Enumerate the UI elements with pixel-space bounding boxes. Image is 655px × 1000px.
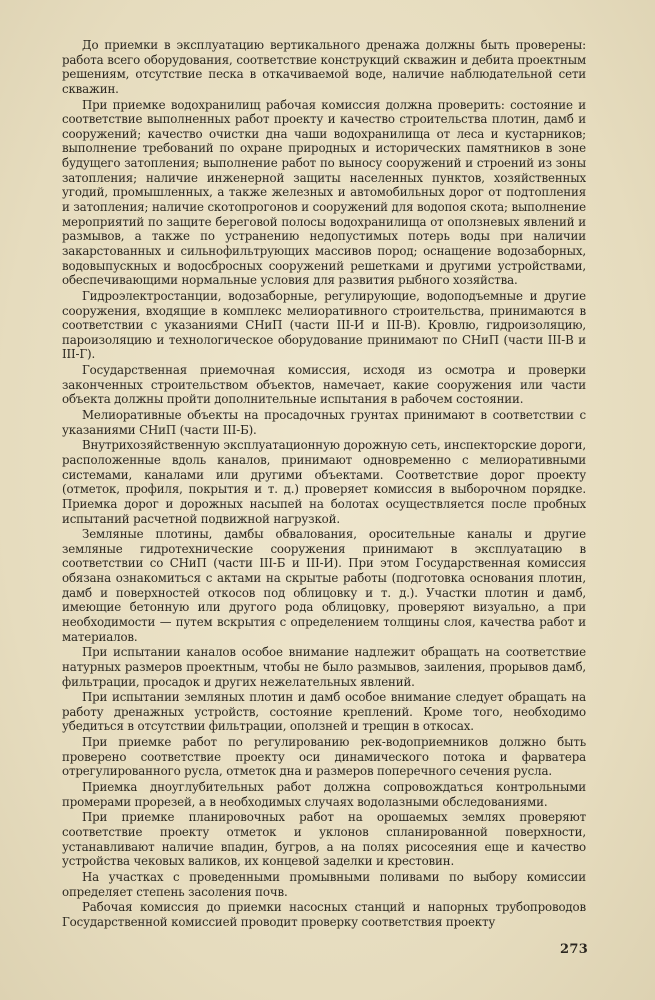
paragraph-3: Гидроэлектростанции, водозаборные, регулирующие, водоподъемные и другие сооружения, входящие в комплекс мелиоративного строительства, принимаются в соответствии с указаниями СНиП (части III-И и III-В). Кровлю, гидроизоляцию, пароизоляцию и технологическое оборудование принимают по СНиП (части III-В и III-Г). xyxy=(62,288,586,362)
paragraph-2: При приемке водохранилищ рабочая комиссия должна проверить: состояние и соответствие выполненных работ проекту и качество строительства плотин, дамб и сооружений; качество очистки дна чаши водохранилища от леса и кустарников; выполнение требований по охране природных и исторических памятников в зоне будущего затопления; выполнение работ по выносу сооружений и строений из зоны затопления; наличие инженерной защиты населенных пунктов, хозяйственных угодий, промышленных, а также железных и автомобильных дорог от подтопления и затопления; наличие скотопрогонов и сооружений для водопоя скота; выполнение мероприятий по защите береговой полосы водохранилища от оползневых явлений и размывов, а также по устранению недопустимых потерь воды при наличии закарстованных и сильнофильтрующих массивов пород; оснащение водозаборных, водовыпускных и водосбросных сооружений решетками и другими устройствами, обеспечивающими нормальные условия для развития рыбного хозяйства. xyxy=(62,97,586,288)
paragraph-1: До приемки в эксплуатацию вертикального дренажа должны быть проверены: работа всего оборудования, соответствие конструкций скважин и дебита проектным решениям, отсутствие песка в откачиваемой воде, наличие наблюдательной сети скважин. xyxy=(62,38,586,96)
paragraph-13: На участках с проведенными промывными поливами по выбору комиссии определяет степень засоления почв. xyxy=(62,869,586,899)
page-body xyxy=(62,38,586,929)
paragraph-5: Мелиоративные объекты на просадочных грунтах принимают в соответствии с указаниями СНиП (части III-Б). xyxy=(62,408,586,437)
paragraph-6: Внутрихозяйственную эксплуатационную дорожную сеть, инспекторские дороги, расположенные вдоль каналов, принимают одновременно с мелиоративными системами, каналами или другими объектами. Соответствие дорог проекту (отметок, профиля, покрытия и т. д.) проверяет комиссия в выборочном порядке. Приемка дорог и дорожных насыпей на болотах осуществляется после пробных испытаний расчетной подвижной нагрузкой. xyxy=(62,438,586,526)
page-number: 273 xyxy=(560,942,589,957)
paragraph-7: Земляные плотины, дамбы обвалования, оросительные каналы и другие земляные гидротехнические сооружения принимают в эксплуатацию в соответствии со СНиП (части III-Б и III-И). При этом Государственная комиссия обязана ознакомиться с актами на скрытые работы (подготовка основания плотин, дамб и поверхностей откосов под облицовку и т. д.). Участки плотин и дамб, имеющие бетонную или другого рода облицовку, проверяют визуально, а при необходимости — путем вскрытия с определением толщины слоя, качества работ и материалов. xyxy=(62,527,586,644)
paragraph-4: Государственная приемочная комиссия, исходя из осмотра и проверки законченных строительством объектов, намечает, какие сооружения или части объекта должны пройти дополнительные испытания в рабочем состоянии. xyxy=(62,363,586,407)
paragraph-10: При приемке работ по регулированию рек-водоприемников должно быть проверено соответствие проекту оси динамического потока и фарватера отрегулированного русла, отметок дна и размеров поперечного сечения русла. xyxy=(62,735,586,779)
paragraph-14: Рабочая комиссия до приемки насосных станций и напорных трубопроводов Государственной комиссией проводит проверку соответствия проекту xyxy=(62,900,586,929)
paragraph-8: При испытании каналов особое внимание надлежит обращать на соответствие натурных размеров проектным, чтобы не было размывов, заиления, прорывов дамб, фильтрации, просадок и других нежелательных явлений. xyxy=(62,645,586,689)
paragraph-11: Приемка дноуглубительных работ должна сопровождаться контрольными промерами прорезей, а в необходимых случаях водолазными обследованиями. xyxy=(62,780,586,809)
paragraph-12: При приемке планировочных работ на орошаемых землях проверяют соответствие проекту отметок и уклонов спланированной поверхности, устанавливают наличие впадин, бугров, а на полях рисосеяния еще и качество устройства чековых валиков, их концевой заделки и крестовин. xyxy=(62,810,586,869)
paragraph-9: При испытании земляных плотин и дамб особое внимание следует обращать на работу дренажных устройств, состояние креплений. Кроме того, необходимо убедиться в отсутствии фильтрации, оползней и трещин в откосах. xyxy=(62,690,586,734)
